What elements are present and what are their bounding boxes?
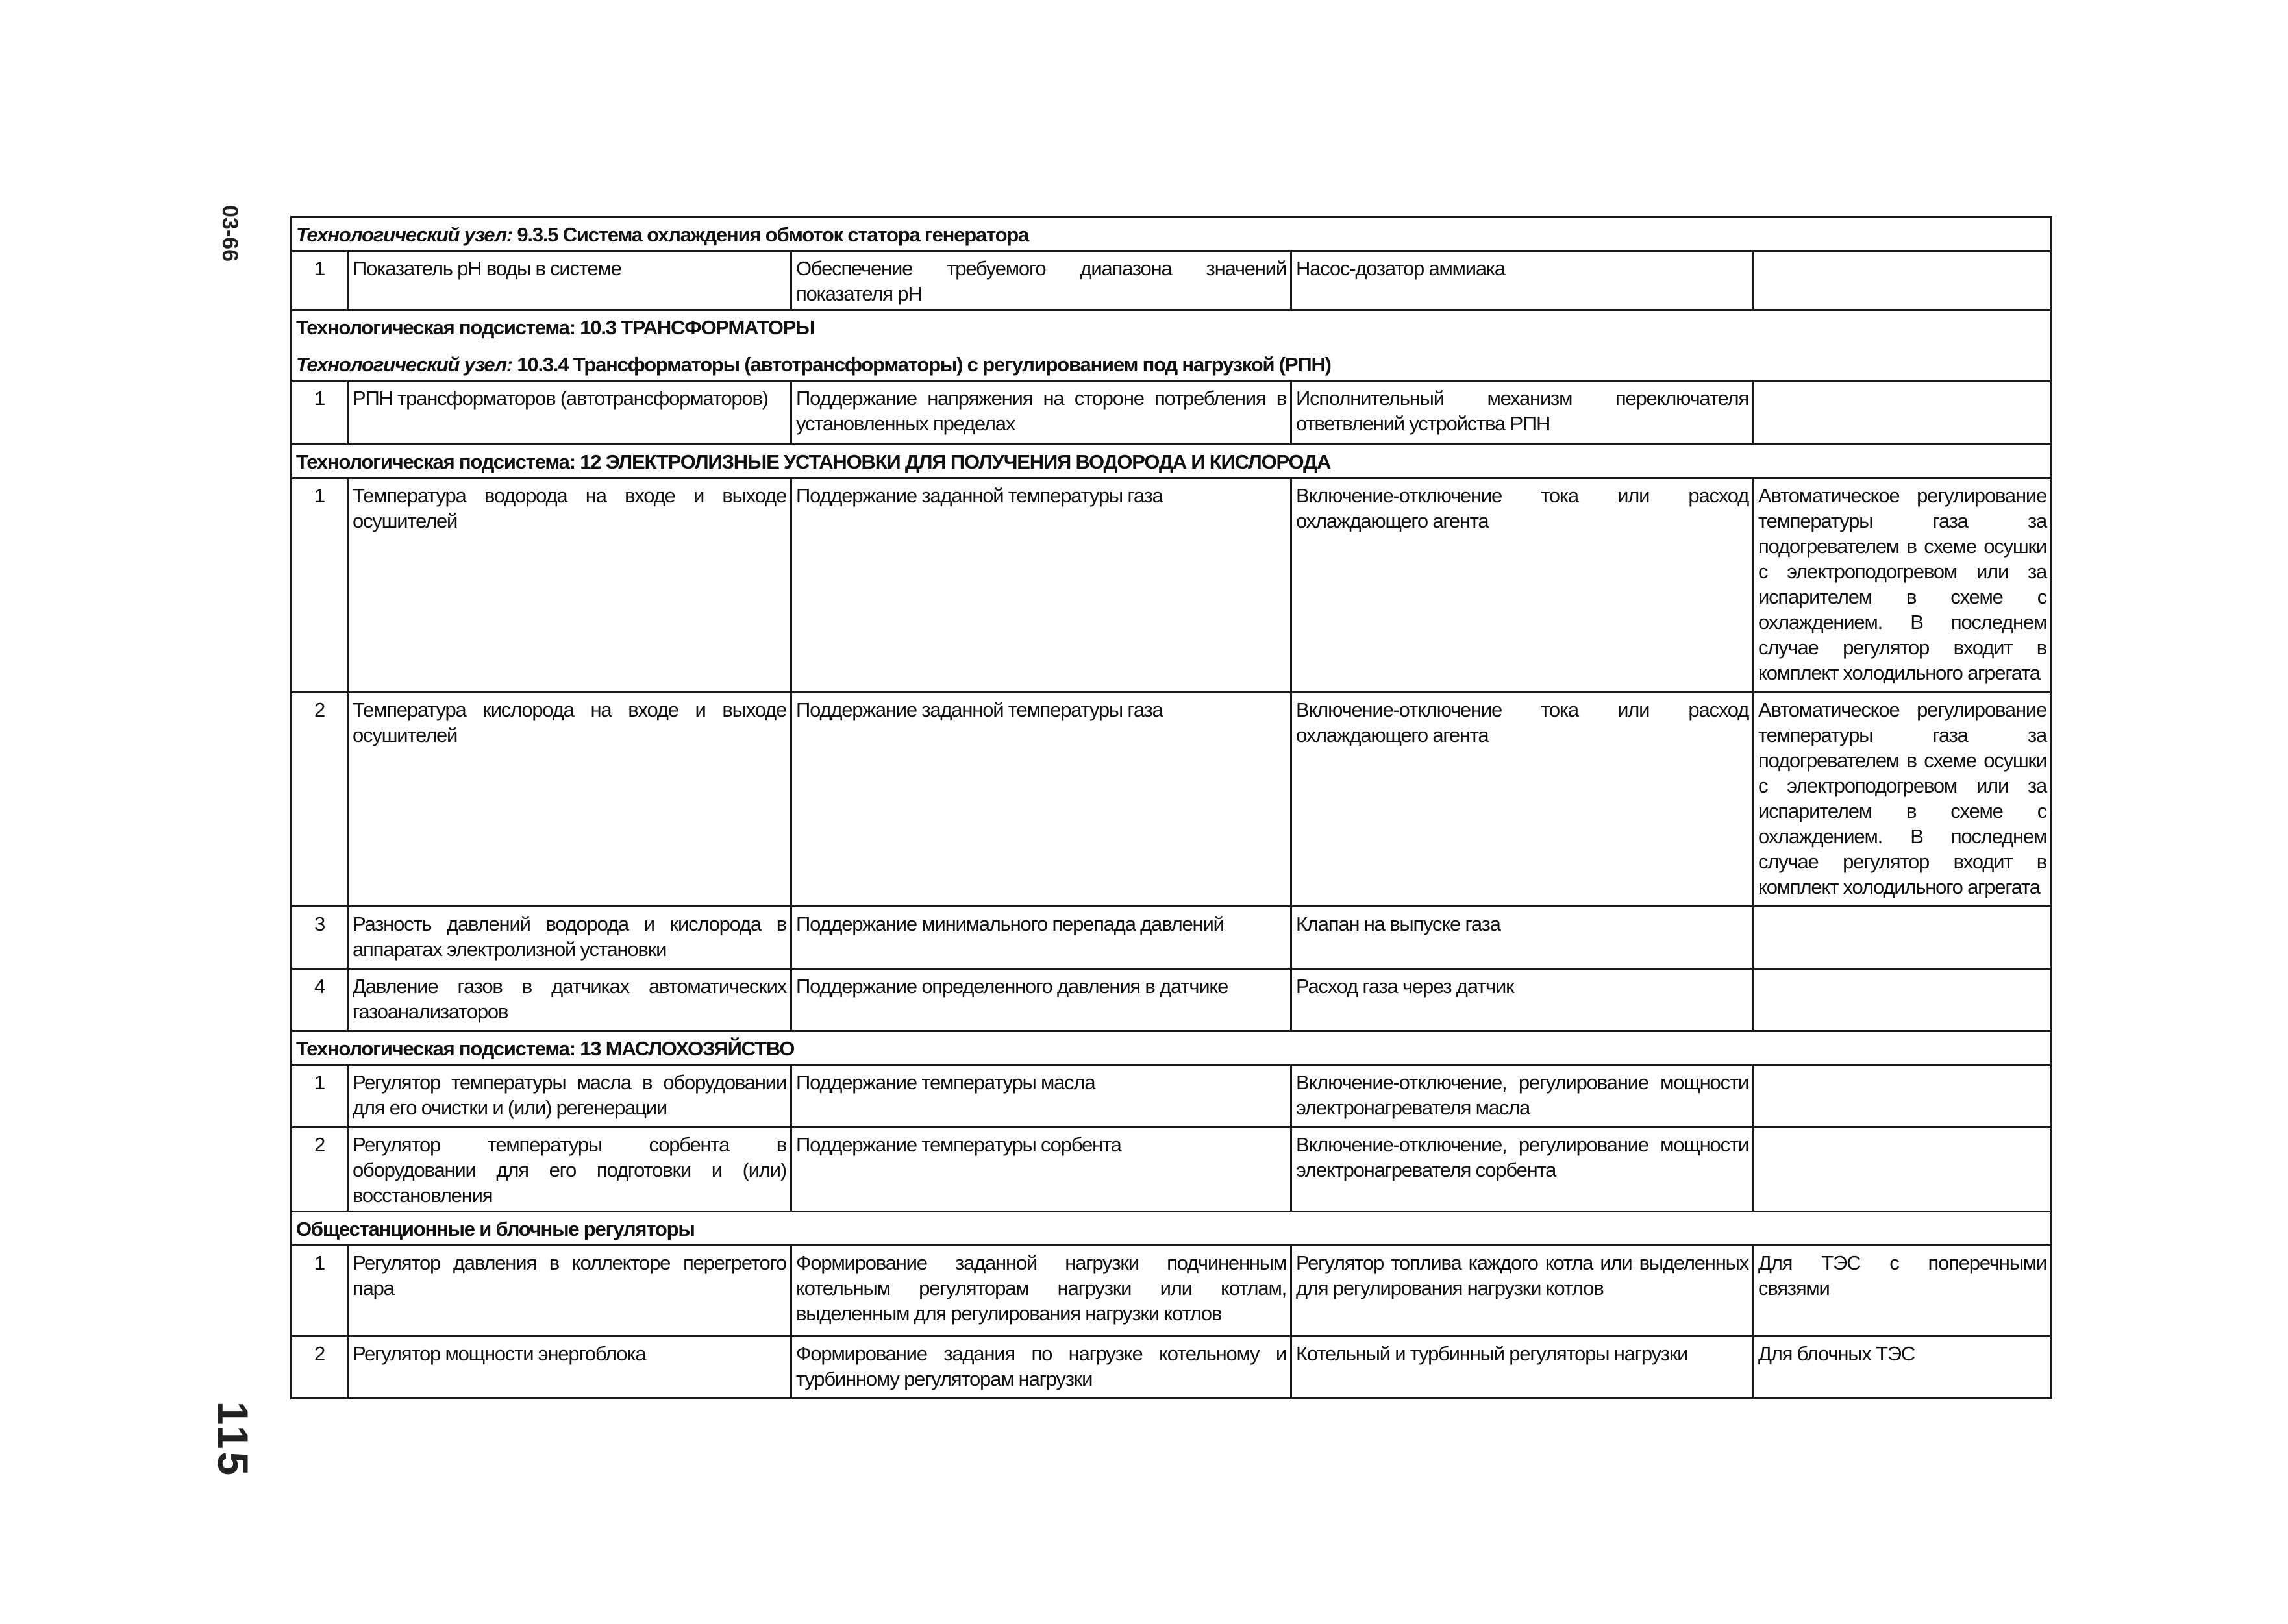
row-number: 2 bbox=[292, 1127, 348, 1212]
header-text: Технологическая подсистема: 10.3 ТРАНСФОРМАТОРЫ bbox=[296, 316, 815, 339]
parameter-cell: Разность давлений водорода и кислорода в аппаратах электролизной установки bbox=[348, 907, 791, 969]
parameter-cell: РПН трансформаторов (автотрансформаторов) bbox=[348, 381, 791, 445]
actuator-cell: Расход газа через датчик bbox=[1291, 969, 1754, 1031]
section-header-line bbox=[296, 1216, 2046, 1242]
actuator-cell: Включение-отключение, регулирование мощности электронагревателя сорбента bbox=[1291, 1127, 1754, 1212]
note-cell bbox=[1754, 1065, 2052, 1127]
header-prefix: Технологический узел: bbox=[296, 223, 512, 246]
purpose-cell: Поддержание определенного давления в датчике bbox=[791, 969, 1291, 1031]
purpose-cell: Поддержание температуры масла bbox=[791, 1065, 1291, 1127]
purpose-cell: Поддержание напряжения на стороне потребления в установленных пределах bbox=[791, 381, 1291, 445]
header-prefix: Технологический узел: bbox=[296, 353, 512, 376]
row-number: 2 bbox=[292, 1336, 348, 1399]
actuator-cell: Включение-отключение тока или расход охлаждающего агента bbox=[1291, 693, 1754, 907]
row-number: 1 bbox=[292, 381, 348, 445]
actuator-cell: Включение-отключение, регулирование мощности электронагревателя масла bbox=[1291, 1065, 1754, 1127]
parameter-cell: Регулятор температуры сорбента в оборудовании для его подготовки и (или) восстановления bbox=[348, 1127, 791, 1212]
section-header bbox=[292, 217, 2052, 251]
note-cell bbox=[1754, 251, 2052, 310]
section-header-row bbox=[292, 217, 2052, 251]
table-row bbox=[292, 251, 2052, 310]
page-number: 115 bbox=[209, 1401, 258, 1479]
note-cell: Автоматическое регулирование температуры газа за подогревателем в схеме осушки с электроподогревом или за испарителем в схеме с охлаждением. В последнем случае регулятор входит в комплект холодильного агрегата bbox=[1754, 693, 2052, 907]
parameter-cell: Температура кислорода на входе и выходе осушителей bbox=[348, 693, 791, 907]
actuator-cell: Котельный и турбинный регуляторы нагрузки bbox=[1291, 1336, 1754, 1399]
parameter-cell: Регулятор давления в коллекторе перегретого пара bbox=[348, 1246, 791, 1336]
purpose-cell: Поддержание температуры сорбента bbox=[791, 1127, 1291, 1212]
table-row bbox=[292, 478, 2052, 693]
row-number: 4 bbox=[292, 969, 348, 1031]
note-cell bbox=[1754, 969, 2052, 1031]
section-header-row bbox=[292, 445, 2052, 478]
section-header-line bbox=[296, 315, 2046, 340]
table-row bbox=[292, 907, 2052, 969]
section-header bbox=[292, 1212, 2052, 1246]
table-row bbox=[292, 1246, 2052, 1336]
note-cell: Для ТЭС с поперечными связями bbox=[1754, 1246, 2052, 1336]
note-cell bbox=[1754, 907, 2052, 969]
section-header-line bbox=[296, 352, 2046, 377]
header-text: Технологическая подсистема: 12 ЭЛЕКТРОЛИЗНЫЕ УСТАНОВКИ ДЛЯ ПОЛУЧЕНИЯ ВОДОРОДА И КИСЛОРОДА bbox=[296, 450, 1331, 473]
parameter-cell: Давление газов в датчиках автоматических газоанализаторов bbox=[348, 969, 791, 1031]
section-header-line bbox=[296, 1036, 2046, 1061]
header-text: 10.3.4 Трансформаторы (автотрансформаторы) с регулированием под нагрузкой (РПН) bbox=[512, 353, 1331, 376]
actuator-cell: Насос-дозатор аммиака bbox=[1291, 251, 1754, 310]
row-number: 2 bbox=[292, 693, 348, 907]
note-cell bbox=[1754, 1127, 2052, 1212]
section-header bbox=[292, 445, 2052, 478]
section-header-row bbox=[292, 310, 2052, 381]
purpose-cell: Формирование задания по нагрузке котельному и турбинному регуляторам нагрузки bbox=[791, 1336, 1291, 1399]
row-number: 1 bbox=[292, 1246, 348, 1336]
section-header-line bbox=[296, 222, 2046, 247]
header-text: Технологическая подсистема: 13 МАСЛОХОЗЯЙСТВО bbox=[296, 1037, 795, 1060]
table-row bbox=[292, 969, 2052, 1031]
row-number: 1 bbox=[292, 478, 348, 693]
parameter-cell: Температура водорода на входе и выходе осушителей bbox=[348, 478, 791, 693]
actuator-cell: Клапан на выпуске газа bbox=[1291, 907, 1754, 969]
purpose-cell: Обеспечение требуемого диапазона значений показателя pH bbox=[791, 251, 1291, 310]
header-text: 9.3.5 Система охлаждения обмоток статора генератора bbox=[512, 223, 1029, 246]
parameter-cell: Показатель pH воды в системе bbox=[348, 251, 791, 310]
actuator-cell: Регулятор топлива каждого котла или выделенных для регулирования нагрузки котлов bbox=[1291, 1246, 1754, 1336]
purpose-cell: Поддержание заданной температуры газа bbox=[791, 693, 1291, 907]
actuator-cell: Исполнительный механизм переключателя ответвлений устройства РПН bbox=[1291, 381, 1754, 445]
header-text: Общестанционные и блочные регуляторы bbox=[296, 1218, 695, 1240]
parameter-cell: Регулятор мощности энергоблока bbox=[348, 1336, 791, 1399]
table-row bbox=[292, 1336, 2052, 1399]
section-header bbox=[292, 1031, 2052, 1065]
table-row bbox=[292, 381, 2052, 445]
section-header-row bbox=[292, 1212, 2052, 1246]
purpose-cell: Поддержание минимального перепада давлений bbox=[791, 907, 1291, 969]
document-code: 03-66 bbox=[217, 205, 242, 262]
row-number: 1 bbox=[292, 251, 348, 310]
parameter-cell: Регулятор температуры масла в оборудовании для его очистки и (или) регенерации bbox=[348, 1065, 791, 1127]
section-header bbox=[292, 310, 2052, 381]
note-cell: Для блочных ТЭС bbox=[1754, 1336, 2052, 1399]
purpose-cell: Формирование заданной нагрузки подчиненным котельным регуляторам нагрузки или котлам, выделенным для регулирования нагрузки котлов bbox=[791, 1246, 1291, 1336]
regulators-table bbox=[290, 216, 2052, 1399]
actuator-cell: Включение-отключение тока или расход охлаждающего агента bbox=[1291, 478, 1754, 693]
table-row bbox=[292, 693, 2052, 907]
section-header-row bbox=[292, 1031, 2052, 1065]
table-row bbox=[292, 1065, 2052, 1127]
table-row bbox=[292, 1127, 2052, 1212]
purpose-cell: Поддержание заданной температуры газа bbox=[791, 478, 1291, 693]
section-header-line bbox=[296, 449, 2046, 474]
note-cell: Автоматическое регулирование температуры газа за подогревателем в схеме осушки с электроподогревом или за испарителем в схеме с охлаждением. В последнем случае регулятор входит в комплект холодильного агрегата bbox=[1754, 478, 2052, 693]
row-number: 1 bbox=[292, 1065, 348, 1127]
table-body bbox=[292, 217, 2052, 1399]
note-cell bbox=[1754, 381, 2052, 445]
row-number: 3 bbox=[292, 907, 348, 969]
